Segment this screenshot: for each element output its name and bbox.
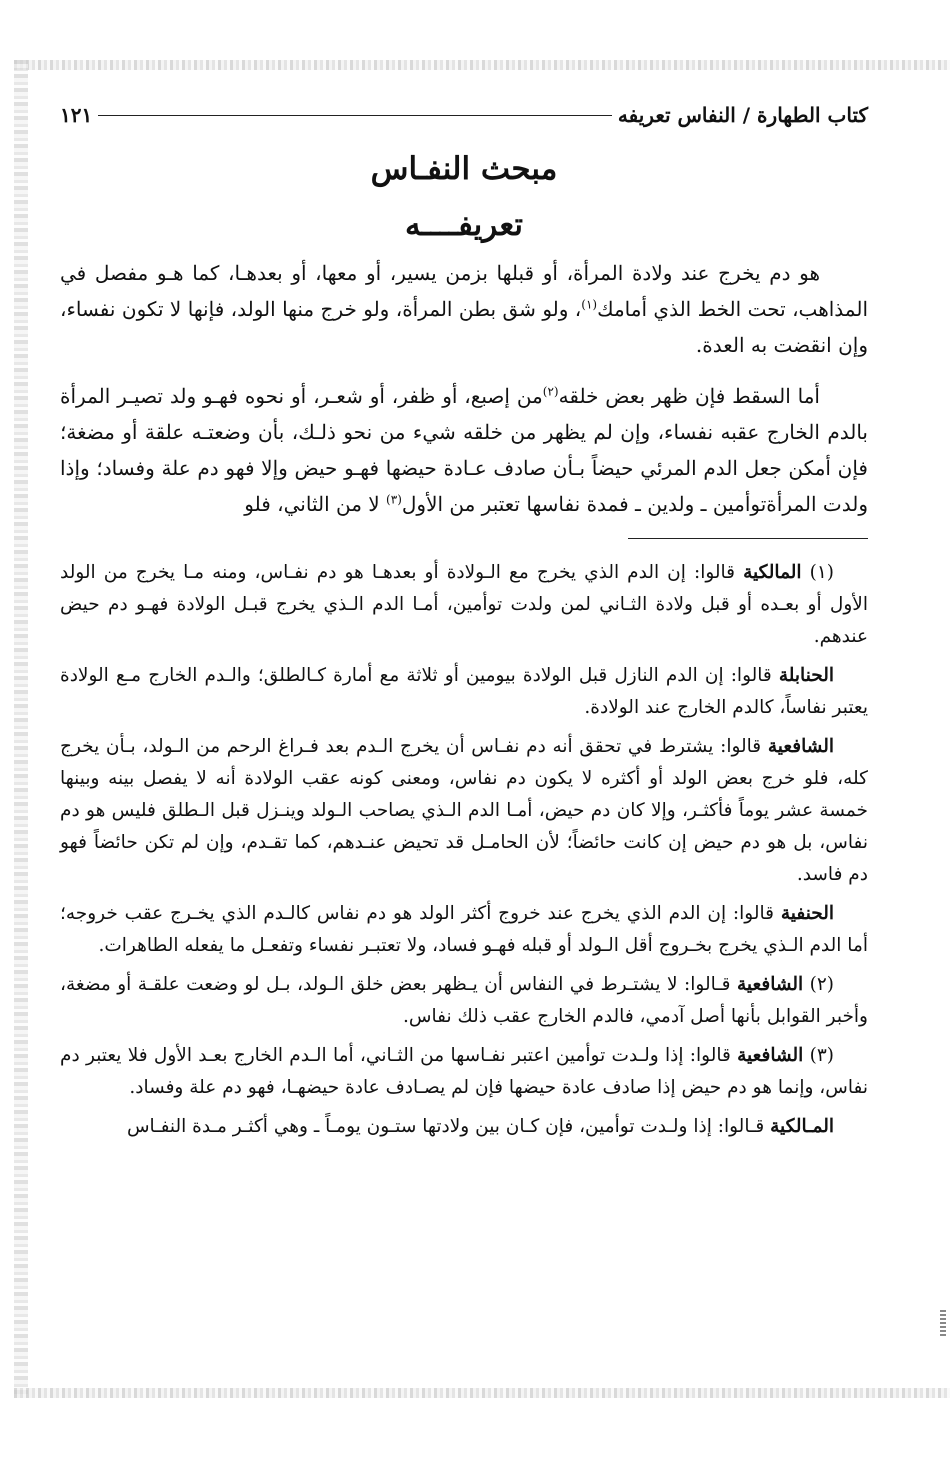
footnote-3 <box>60 1040 868 1104</box>
footnote-1 <box>60 557 868 653</box>
running-title: كتاب الطهارة / النفاس تعريفه <box>617 103 868 127</box>
footnote-text: قالوا: إن الدم الذي يخرج مع الـولادة أو بعدهـا هو دم نفـاس، ومنه مـا يخرج من الولد الأول أو بعـده أو قبل ولادة الثـاني لمن ولدت توأمين، أمـا الدم الـذي يخرج قبـل الولادة فهـو دم حيض عندهم. <box>60 562 868 647</box>
madhhab-label: الشافعية <box>767 736 834 757</box>
paragraph-text: من إصبع، أو ظفر، أو شعـر، أو نحوه فهـو ولد تصيـر المرأة بالدم الخارج عقبه نفساء، وإن لم يظهر من خلقه شيء من نحو ذلـك، بأن وضعتـه علقة أو مضغة؛ فإن أمكن جعل الدم المرئي حيضاً بـأن صادف عـادة حيضها فهـو حيض وإلا فهو دم علة وفساد؛ وإذا ولدت المرأةتوأمين ـ ولدين ـ فمدة نفاسها تعتبر من الأول <box>60 384 868 516</box>
footnote-1-shafii <box>60 731 868 891</box>
madhhab-label: المالكية <box>743 562 802 583</box>
madhhab-label: الشافعية <box>736 974 804 995</box>
madhhab-label: الشافعية <box>737 1045 804 1066</box>
header-rule <box>98 115 612 116</box>
footnote-text: قـالوا: لا يشتـرط في النفاس أن يـظهر بعض خلق الـولد، بـل لو وضعت علقـة أو مضغة، وأخبر القوابل بأنها أصل آدمي، فالدم الخارج عقب ذلك نفاس. <box>60 974 868 1027</box>
madhhab-label: الحنفية <box>780 903 834 924</box>
footnote-1-hanafi <box>60 898 868 962</box>
footnotes <box>60 557 868 1143</box>
footnote-ref[interactable]: (٢) <box>542 384 559 399</box>
footnote-text: قالوا: يشترط في تحقق أنه دم نفـاس أن يخرج الـدم بعد فـراغ الرحم من الـولد، بـأن يخرج كله، فلو خرج بعض الولد أو أكثره لا يكون دم نفاس، ومعنى كونه عقب الولادة أنه لا يفصل بينه وبينها خمسة عشر يوماً فأكثـر، وإلا كان دم حيض، أمـا الدم الـذي يصاحب الـولد وينـزل قبل الـطلق فليس هو دم نفاس، بل هو دم حيض إن كانت حائضاً؛ لأن الحامـل قد تحيض عنـدهم، كما تقـدم، وإن لم تكن حائضاً فهو دم فاسد. <box>60 736 868 885</box>
footnote-text: قالوا: إذا ولـدت توأمين اعتبر نفـاسها من الثـاني، أما الـدم الخارج بعـد الأول فلا يعتبر دم نفاس، وإنما هو دم حيض إذا صادف عادة حيضها فإن لم يصـادف عادة حيضهـا، فهو دم علة وفساد. <box>60 1045 868 1098</box>
scan-edge-top <box>14 60 950 70</box>
paragraph-miscarriage <box>60 378 868 522</box>
running-header <box>60 95 868 135</box>
footnote-number: (٢) <box>809 974 834 995</box>
footnote-1-hanbali <box>60 660 868 724</box>
page-edge-mark <box>940 1310 946 1338</box>
madhhab-label: المـالكية <box>770 1116 834 1137</box>
paragraph-text: ، ولو شق بطن المرأة، ولو خرج منها الولد، فإنها لا تكون نفساء، وإن انقضت به العدة. <box>60 297 868 357</box>
footnote-3-maliki <box>60 1111 868 1143</box>
footnote-text: قـالوا: إذا ولـدت توأمين، فإن كـان بين ولادتها ستـون يومـاً ـ وهي أكثـر مـدة النفـاس <box>126 1116 771 1137</box>
page-number: ١٢١ <box>60 103 93 127</box>
footnote-ref[interactable]: (٣) <box>386 492 402 507</box>
footnote-number: (١) <box>809 562 834 583</box>
subsection-title: تعريفــــه <box>405 207 523 243</box>
scan-edge-bottom <box>14 1388 950 1398</box>
footnote-text: قالوا: إن الدم الذي يخرج عند خروج أكثر الولد هو دم نفاس كالـدم الذي يخـرج عقب خروجه؛ أما الدم الـذي يخرج بخـروج أقل الـولد أو قبله فهـو فساد، ولا تعتبـر نفساء وتفعـل ما يفعله الطاهرات. <box>60 903 868 956</box>
footnote-ref[interactable]: (١) <box>581 297 598 312</box>
footnote-number: (٣) <box>809 1045 834 1066</box>
paragraph-definition <box>60 255 868 363</box>
paragraph-text: أما السقط فإن ظهر بعض خلقه <box>558 384 820 408</box>
book-page <box>60 95 868 1150</box>
footnote-separator <box>628 538 868 539</box>
footnote-text: قالوا: إن الدم النازل قبل الولادة بيومين أو ثلاثة مع أمارة كـالطلق؛ والـدم الخارج مـع الولادة يعتبر نفاساً، كالدم الخارج عند الولادة. <box>60 665 868 718</box>
main-text <box>60 255 868 522</box>
footnote-2 <box>60 969 868 1033</box>
paragraph-text: هو دم يخرج عند ولادة المرأة، أو قبلها بزمن يسير، أو معها، أو بعدهـا، كما هـو مفصل في المذاهب، تحت الخط الذي أمامك <box>60 261 869 321</box>
madhhab-label: الحنابلة <box>778 665 834 686</box>
section-title: مبحث النفـاس <box>370 151 558 187</box>
paragraph-text: لا من الثاني، فلو <box>244 492 387 516</box>
scan-edge-left <box>14 60 28 1398</box>
